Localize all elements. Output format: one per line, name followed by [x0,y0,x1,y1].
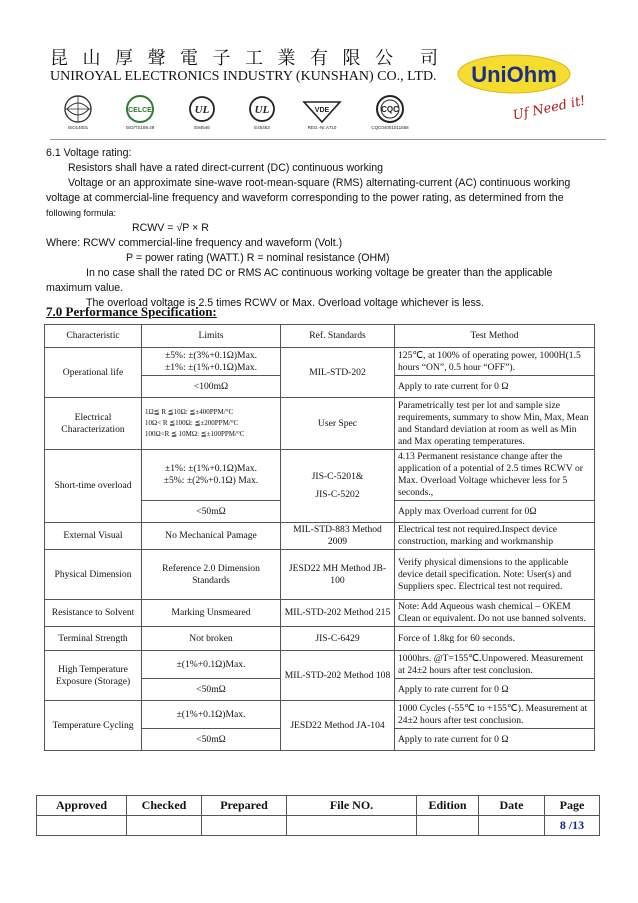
ul-icon: UL E94546 [174,94,230,130]
svg-text:CQC: CQC [381,105,399,114]
column-header: Limits [142,325,281,348]
cell-limits: Marking Unsmeared [142,600,281,627]
cell-limits: ±(1%+0.1Ω)Max. [142,701,281,729]
cell-test-method: Verify physical dimensions to the applicable device detail specification. Note: User(s) and Suppliers spec. Electrical test not required. [395,550,595,600]
paragraph: The overload voltage is 2.5 times RCWV or Max. Overload voltage whichever is less. [86,297,485,309]
cell-test-method: Apply to rate current for 0 Ω [395,679,595,701]
paragraph: maximum value. [46,282,124,294]
cell-test-method: Parametrically test per lot and sample size requirements, summary to show Min, Max, Mean and Standard deviation at room as well as Min and Max operating temperatures. [395,398,595,450]
cell-test-method: 1000 Cycles (-55℃ to +155℃). Measurement at 24±2 hours after test conclusion. [395,701,595,729]
date-value [479,816,545,836]
table-row [45,398,595,450]
edition-value [417,816,479,836]
cell-standard: MIL-STD-202 [281,348,395,398]
section-title-performance: 7.0 Performance Specification: [46,304,217,319]
rcwv-formula: RCWV = √P × R [132,222,209,234]
certification-logos [50,94,460,136]
cell-characteristic: Resistance to Solvent [45,600,142,627]
cell-standard: JESD22 Method JA-104 [281,701,395,751]
paragraph: Voltage or an approximate sine-wave root-mean-square (RMS) alternating-current (AC) continuous working [68,177,571,189]
file-no-value [287,816,417,836]
paragraph: Where: RCWV commercial-line frequency and waveform (Volt.) [46,237,343,249]
company-name-chinese: 昆 山 厚 聲 電 子 工 業 有 限 公 [50,48,398,68]
svg-text:UL: UL [194,104,210,116]
cell-characteristic: Terminal Strength [45,627,142,651]
column-header: Test Method [395,325,595,348]
file-no-label: File NO. [287,796,417,816]
prepared-label: Prepared [202,796,287,816]
performance-specification-table [44,324,595,751]
edition-label: Edition [417,796,479,816]
cell-limits: ±5%: ±(3%+0.1Ω)Max. ±1%: ±(1%+0.1Ω)Max. [142,348,281,376]
approved-value [37,816,127,836]
cell-limits: <50mΩ [142,501,281,523]
cell-characteristic: Temperature Cycling [45,701,142,751]
logo-slogan: Uf Need it! [511,93,587,124]
approval-footer-table [36,795,600,836]
cell-standard: MIL-STD-202 Method 215 [281,600,395,627]
document-header [0,0,638,140]
company-name-chinese-suffix: 司 [420,48,438,68]
header-divider [50,139,606,140]
cell-characteristic: High Temperature Exposure (Storage) [45,651,142,701]
cqc-icon: CQC CQC04001011658 [362,94,418,130]
svg-text:VDE: VDE [314,107,330,114]
cell-test-method: 1000hrs. @T=155℃.Unpowered. Measurement at 24±2 hours after test conclusion. [395,651,595,679]
paragraph: Resistors shall have a rated direct-current (DC) continuous working [68,162,383,174]
cell-standard: MIL-STD-202 Method 108 [281,651,395,701]
cell-characteristic: Short-time overload [45,450,142,523]
section-title: 6.1 Voltage rating: [46,147,132,159]
svg-text:UL: UL [254,104,270,116]
page-number: 8 /13 [545,816,600,836]
cell-test-method: Note: Add Aqueous wash chemical – OKEM Clean or equivalent. Do not use banned solvents. [395,600,595,627]
section-voltage-rating [46,146,604,311]
cell-limits: ±1%: ±(1%+0.1Ω)Max. ±5%: ±(2%+0.1Ω) Max. [142,450,281,501]
paragraph: P = power rating (WATT.) R = nominal resistance (OHM) [126,252,390,264]
cell-test-method: 125℃, at 100% of operating power, 1000H(1.5 hours “ON”, 0.5 hour “OFF”). [395,348,595,376]
cell-limits: ±(1%+0.1Ω)Max. [142,651,281,679]
uniohm-logo [452,50,602,138]
cell-characteristic: External Visual [45,523,142,550]
cell-limits: <50mΩ [142,679,281,701]
svg-text:CELCE: CELCE [128,107,152,114]
cell-test-method: Apply to rate current for 0 Ω [395,376,595,398]
cell-test-method: Apply to rate current for 0 Ω [395,729,595,751]
footer-header-row [37,796,600,816]
cell-standard: JESD22 MH Method JB-100 [281,550,395,600]
paragraph: In no case shall the rated DC or RMS AC continuous working voltage be greater than the applicable [86,267,553,279]
cell-test-method: 4.13 Permanent resistance change after the application of a potential of 2.5 times RCWV or Max. Overload Voltage whichever less for 5 seconds., [395,450,595,501]
table-row [45,550,595,600]
approved-label: Approved [37,796,127,816]
table-row [45,348,595,376]
logo-text: UniOhm [471,62,557,87]
cell-test-method: Electrical test not required.Inspect device construction, marking and workmanship [395,523,595,550]
cell-limits: <50mΩ [142,729,281,751]
cell-limits: No Mechanical Pamage [142,523,281,550]
prepared-value [202,816,287,836]
table-row [45,523,595,550]
page-label: Page [545,796,600,816]
checked-label: Checked [127,796,202,816]
cell-standard: MIL-STD-883 Method 2009 [281,523,395,550]
ul-recognized-icon: UL E45463 [234,94,290,130]
iso14001-icon: ISO14001 [50,94,106,130]
table-header-row [45,325,595,348]
cell-characteristic: Electrical Characterization [45,398,142,450]
table-row [45,701,595,729]
paragraph: voltage at commercial-line frequency and waveform corresponding to the power rating, as determined from the [46,192,564,204]
vde-icon: VDE REG.-Nr.A710 [294,94,350,130]
footer-value-row [37,816,600,836]
cell-limits: Reference 2.0 Dimension Standards [142,550,281,600]
table-row [45,651,595,679]
company-name-english: UNIROYAL ELECTRONICS INDUSTRY (KUNSHAN) CO., LTD. [50,69,437,84]
cell-characteristic: Physical Dimension [45,550,142,600]
cell-characteristic: Operational life [45,348,142,398]
cell-test-method: Force of 1.8kg for 60 seconds. [395,627,595,651]
checked-value [127,816,202,836]
cell-standard: JIS-C-6429 [281,627,395,651]
cell-limits: <100mΩ [142,376,281,398]
column-header: Ref. Standards [281,325,395,348]
table-row [45,600,595,627]
cell-standard: JIS-C-5201& JIS-C-5202 [281,450,395,523]
paragraph: following formula: [46,208,117,218]
cell-test-method: Apply max Overload current for 0Ω [395,501,595,523]
table-row [45,627,595,651]
cell-limits: 1Ω≦ R ≦10Ω: ≦±400PPM/°C 10Ω< R ≦100Ω: ≦±200PPM/°C 100Ω<R ≦ 10MΩ: ≦±100PPM/°C [142,398,281,450]
iso-ts-icon: CELCE ISO/TS169:49 [112,94,168,130]
column-header: Characteristic [45,325,142,348]
table-row [45,450,595,501]
cell-standard: User Spec [281,398,395,450]
date-label: Date [479,796,545,816]
cell-limits: Not broken [142,627,281,651]
